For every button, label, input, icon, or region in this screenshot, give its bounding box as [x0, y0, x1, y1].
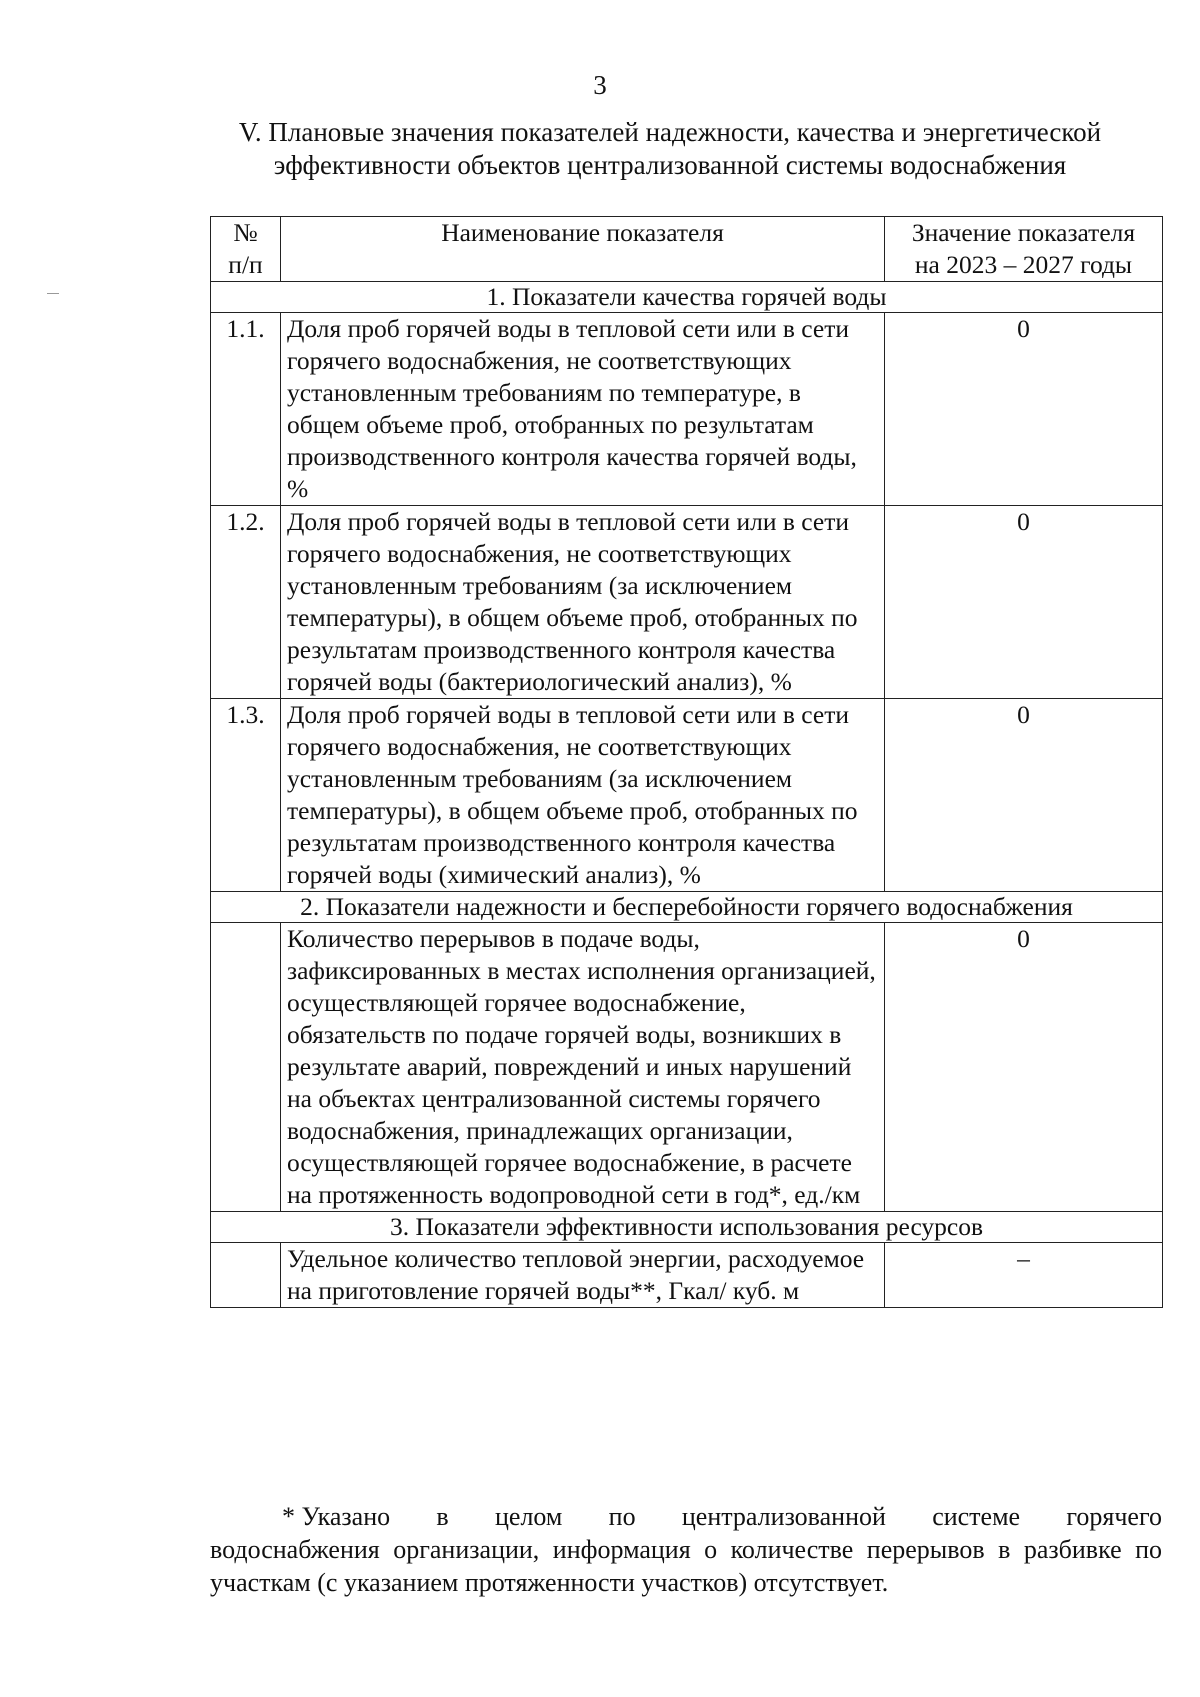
- row-number: [211, 923, 281, 1212]
- group-row: [211, 892, 1163, 923]
- row-indicator-name: Доля проб горячей воды в тепловой сети или в сети горячего водоснабжения, не соответствующих установленным требованиям (за исключением температуры), в общем объеме проб, отобранных по результатам производственного контроля качества горячей воды (химический анализ), %: [281, 699, 885, 892]
- group-title: 3. Показатели эффективности использования ресурсов: [211, 1212, 1163, 1243]
- header-number: [211, 217, 281, 282]
- header-indicator-value: [885, 217, 1163, 282]
- row-number: 1.2.: [211, 506, 281, 699]
- header-value-line-1: Значение показателя: [911, 218, 1136, 247]
- footnote-rest: водоснабжения организации, информация о количестве перерывов в разбивке по участкам (с указанием протяженности участков) отсутствует.: [210, 1535, 1162, 1597]
- group-title: 2. Показатели надежности и бесперебойности горячего водоснабжения: [211, 892, 1163, 923]
- footnote-word: системе: [932, 1502, 1021, 1531]
- group-row: [211, 1212, 1163, 1243]
- section-title-line-1: V. Плановые значения показателей надежности, качества и энергетической: [238, 117, 1102, 147]
- table-row: [211, 699, 1163, 892]
- row-indicator-name: Доля проб горячей воды в тепловой сети или в сети горячего водоснабжения, не соответствующих установленным требованиям по температуре, в общем объеме проб, отобранных по результатам производственного контроля качества горячей воды, %: [281, 313, 885, 506]
- header-number-line-2: п/п: [228, 250, 263, 279]
- footnote-word: по: [608, 1502, 636, 1531]
- row-number: [211, 1243, 281, 1308]
- row-indicator-name: Количество перерывов в подаче воды, зафиксированных в местах исполнения организацией, осуществляющей горячее водоснабжение, обязательств по подаче горячей воды, возникших в результате аварий, повреждений и иных нарушений на объектах централизованной системы горячего водоснабжения, принадлежащих организации, осуществляющей горячее водоснабжение, в расчете на протяженность водопроводной сети в год*, ед./км: [281, 923, 885, 1212]
- footnote-first-line: [210, 1500, 1162, 1533]
- row-indicator-name: Доля проб горячей воды в тепловой сети или в сети горячего водоснабжения, не соответствующих установленным требованиям (за исключением температуры), в общем объеме проб, отобранных по результатам производственного контроля качества горячей воды (бактериологический анализ), %: [281, 506, 885, 699]
- table-row: [211, 506, 1163, 699]
- footnote-word: централизованной: [681, 1502, 886, 1531]
- footnote-word: * Указано: [282, 1502, 391, 1531]
- table-row: [211, 923, 1163, 1212]
- group-title: 1. Показатели качества горячей воды: [211, 282, 1163, 313]
- footnote-word: в: [436, 1502, 449, 1531]
- indicators-table-wrapper: [210, 216, 1162, 1308]
- row-number: 1.3.: [211, 699, 281, 892]
- header-value-line-2: на 2023 – 2027 годы: [914, 250, 1133, 279]
- group-row: [211, 282, 1163, 313]
- page-number: 3: [593, 70, 607, 100]
- row-indicator-value: 0: [885, 506, 1163, 699]
- row-indicator-name: Удельное количество тепловой энергии, расходуемое на приготовление горячей воды**, Гкал/ куб. м: [281, 1243, 885, 1308]
- section-title: [200, 116, 1140, 182]
- row-indicator-value: 0: [885, 699, 1163, 892]
- header-indicator-name: Наименование показателя: [281, 217, 885, 282]
- header-number-line-1: №: [233, 218, 258, 247]
- footnote-word: целом: [494, 1502, 563, 1531]
- table-header-row: [211, 217, 1163, 282]
- footnote: [210, 1500, 1162, 1599]
- table-row: [211, 313, 1163, 506]
- row-number: 1.1.: [211, 313, 281, 506]
- indicators-table: [210, 216, 1163, 1308]
- section-title-line-2: эффективности объектов централизованной системы водоснабжения: [273, 150, 1067, 180]
- row-indicator-value: 0: [885, 923, 1163, 1212]
- row-indicator-value: –: [885, 1243, 1163, 1308]
- row-indicator-value: 0: [885, 313, 1163, 506]
- scan-mark: [47, 293, 59, 294]
- footnote-word: горячего: [1066, 1502, 1162, 1531]
- table-row: [211, 1243, 1163, 1308]
